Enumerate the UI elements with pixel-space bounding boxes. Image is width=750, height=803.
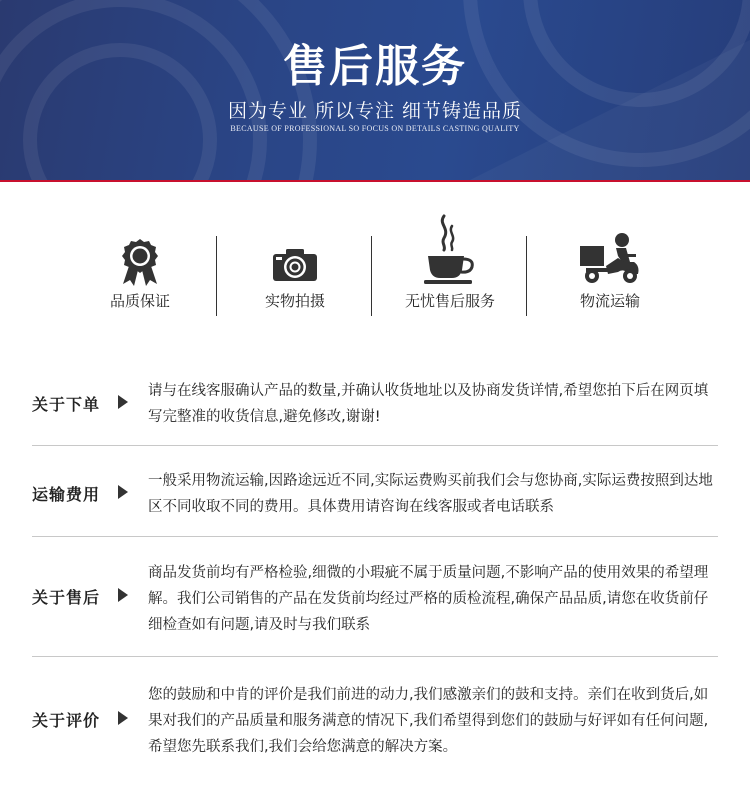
section-after-sales: [32, 560, 718, 640]
feature-photo: [217, 232, 373, 322]
section-ordering: [32, 379, 718, 435]
page-subtitle-english: BECAUSE OF PROFESSIONAL SO FOCUS ON DETAILS CASTING QUALITY: [230, 124, 520, 133]
feature-after-sales: [372, 232, 528, 322]
header-banner: [0, 0, 750, 180]
award-badge-icon: [117, 238, 163, 286]
section-divider: [32, 536, 718, 537]
coffee-cup-icon: [422, 212, 478, 286]
feature-divider: [526, 236, 527, 316]
page-title: 售后服务: [283, 41, 467, 92]
section-title: 关于下单: [32, 395, 101, 414]
section-title: 关于评价: [32, 711, 101, 730]
section-title: 运输费用: [32, 485, 101, 504]
triangle-right-icon: [118, 485, 128, 499]
feature-label: 实物拍摄: [264, 292, 325, 310]
feature-row: [62, 232, 688, 322]
section-title: 关于售后: [32, 588, 101, 607]
section-divider: [32, 445, 718, 446]
feature-label: 无忧售后服务: [404, 292, 495, 310]
section-divider: [32, 656, 718, 657]
feature-label: 品质保证: [109, 292, 170, 310]
section-text: 您的鼓励和中肯的评价是我们前进的动力,我们感激亲们的鼓和支持。亲们在收到货后,如果对我们的产品质量和服务满意的情况下,我们希望得到您们的鼓励与好评如有任何问题,希望您先联系我们,我们会给您满意的解决方案。: [148, 687, 709, 755]
triangle-right-icon: [118, 711, 128, 725]
section-text: 一般采用物流运输,因路途远近不同,实际运费购买前我们会与您协商,实际运费按照到达地区不同收取不同的费用。具体费用请咨询在线客服或者电话联系: [148, 473, 713, 515]
section-shipping: [32, 468, 718, 524]
triangle-right-icon: [118, 588, 128, 602]
camera-icon: [272, 248, 318, 282]
triangle-right-icon: [118, 395, 128, 409]
section-reviews: [32, 682, 718, 762]
delivery-scooter-icon: [578, 232, 642, 288]
page-subtitle: 因为专业 所以专注 细节铸造品质: [227, 100, 523, 122]
section-text: 请与在线客服确认产品的数量,并确认收货地址以及协商发货详情,希望您拍下后在网页填写完整准的收货信息,避免修改,谢谢!: [148, 383, 709, 425]
feature-logistics: [532, 232, 688, 322]
feature-label: 物流运输: [579, 292, 640, 310]
section-text: 商品发货前均有严格检验,细微的小瑕疵不属于质量问题,不影响产品的使用效果的希望理解。我们公司销售的产品在发货前均经过严格的质检流程,确保产品品质,请您在收货前仔细检查如有问题,请及时与我们联系: [148, 565, 709, 633]
feature-quality: [62, 232, 218, 322]
accent-divider: [0, 180, 750, 182]
